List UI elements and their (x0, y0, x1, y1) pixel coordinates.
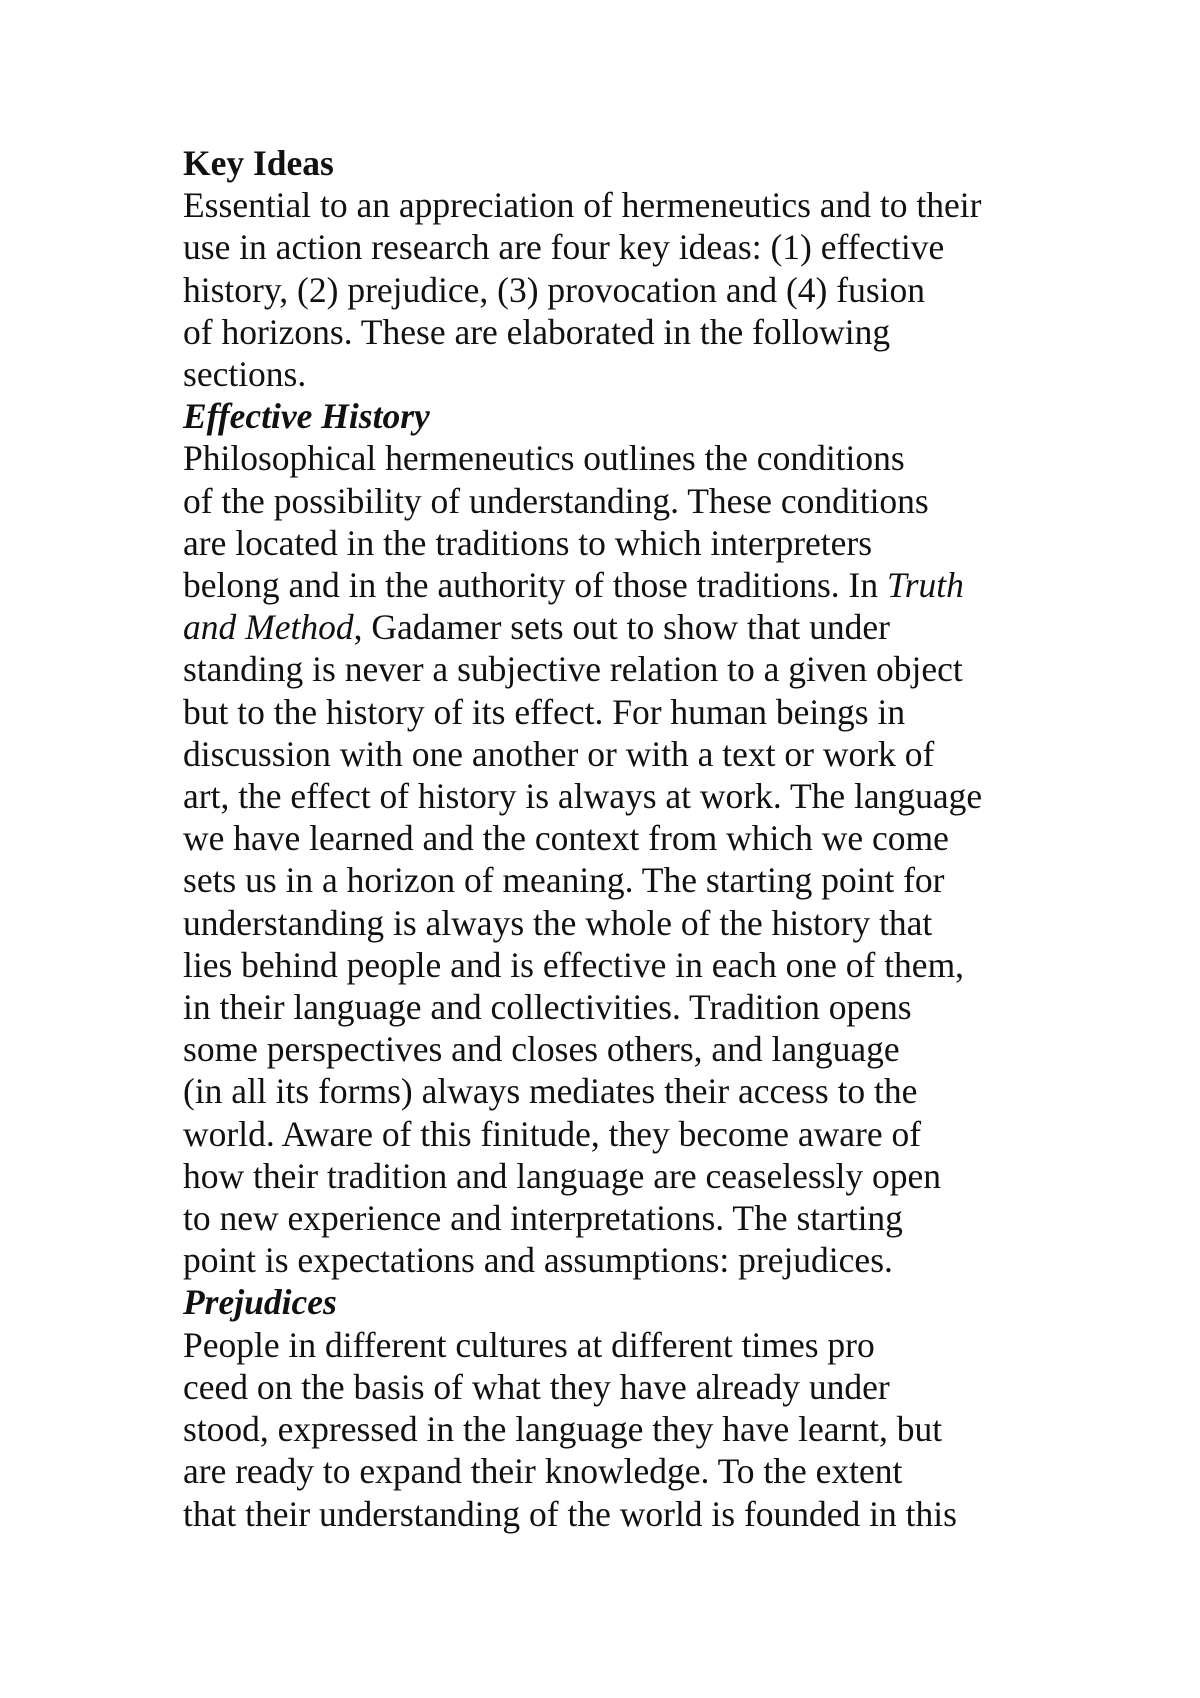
paragraph-line: are ready to expand their knowledge. To the extent (183, 1451, 903, 1492)
paragraph-line: standing is never a subjective relation to a given object (183, 649, 963, 690)
paragraph-line: of horizons. These are elaborated in the following (183, 311, 891, 352)
paragraph-line (183, 564, 1063, 606)
paragraph-line: sets us in a horizon of meaning. The starting point for (183, 860, 945, 901)
text-run: belong and in the authority of those traditions. In (183, 565, 887, 606)
paragraph-line: history, (2) prejudice, (3) provocation and (4) fusion (183, 269, 925, 310)
paragraph-line: stood, expressed in the language they have learnt, but (183, 1409, 943, 1450)
heading-prejudices: Prejudices (183, 1282, 337, 1323)
paragraph-line: we have learned and the context from which we come (183, 818, 949, 859)
paragraph-line: but to the history of its effect. For human beings in (183, 691, 906, 732)
document-page (183, 142, 1063, 1535)
paragraph-line: in their language and collectivities. Tradition opens (183, 987, 912, 1028)
paragraph-line: to new experience and interpretations. The starting (183, 1198, 903, 1239)
book-title-italic: and Method (183, 607, 354, 648)
paragraph-line: ceed on the basis of what they have already under (183, 1366, 890, 1407)
book-title-italic: Truth (886, 565, 964, 606)
paragraph-line: of the possibility of understanding. These conditions (183, 480, 929, 521)
heading-effective-history: Effective History (183, 396, 430, 437)
paragraph-line: sections. (183, 354, 307, 395)
paragraph-line: art, the effect of history is always at work. The language (183, 776, 983, 817)
paragraph-line: People in different cultures at different times pro (183, 1324, 875, 1365)
paragraph-line: are located in the traditions to which interpreters (183, 522, 873, 563)
paragraph-line: use in action research are four key ideas: (1) effective (183, 227, 945, 268)
paragraph-line: lies behind people and is effective in each one of them, (183, 944, 965, 985)
paragraph-line (183, 606, 1063, 648)
paragraph-line: how their tradition and language are ceaselessly open (183, 1155, 942, 1196)
paragraph-line: (in all its forms) always mediates their access to the (183, 1071, 918, 1112)
paragraph-line: that their understanding of the world is founded in this (183, 1493, 957, 1534)
paragraph-line: Philosophical hermeneutics outlines the conditions (183, 438, 905, 479)
paragraph-line: point is expectations and assumptions: prejudices. (183, 1240, 893, 1281)
paragraph-line: some perspectives and closes others, and language (183, 1029, 900, 1070)
paragraph-line: understanding is always the whole of the history that (183, 902, 933, 943)
heading-key-ideas: Key Ideas (183, 143, 334, 183)
paragraph-line: world. Aware of this finitude, they become aware of (183, 1113, 922, 1154)
text-run: , Gadamer sets out to show that under (353, 607, 890, 648)
paragraph-line: discussion with one another or with a text or work of (183, 733, 935, 774)
paragraph-line: Essential to an appreciation of hermeneutics and to their (183, 185, 982, 226)
